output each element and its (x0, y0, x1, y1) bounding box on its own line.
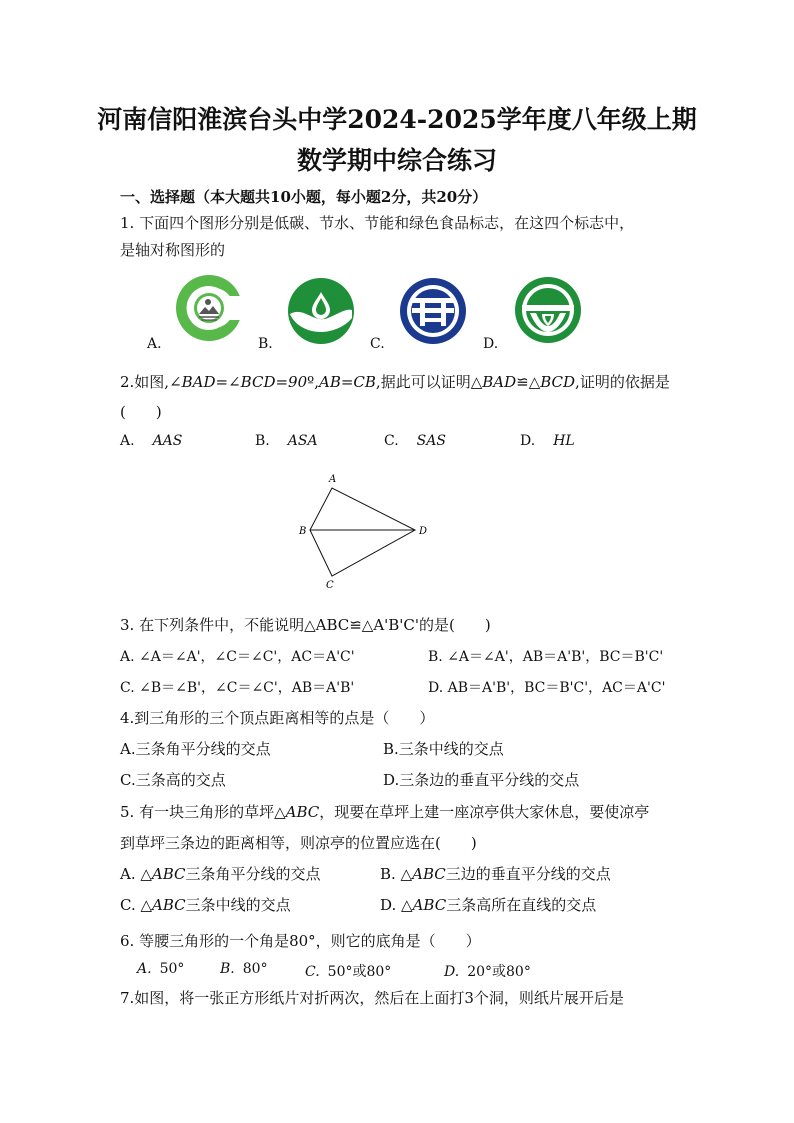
vertex-c-label: C (326, 580, 334, 591)
q2-stem-congruent: ≌△ (516, 373, 541, 391)
q2-stem-mid: ,据此可以证明△ (375, 373, 483, 391)
q1-option-d-label: D. (483, 336, 499, 352)
q3-option-d: D. AB＝A'B'，BC＝B'C'，AC＝A'C' (428, 680, 666, 696)
water-saving-logo (286, 278, 356, 344)
q1-stem-line1: 1. 下面四个图形分别是低碳、节水、节能和绿色食品标志，在这四个标志中， (120, 214, 635, 232)
q5-option-d-pre: D. △ (380, 896, 413, 914)
kite-figure (290, 468, 440, 593)
q5-option-a-abc: ABC (151, 865, 186, 883)
q5-option-b-pre: B. △ (380, 865, 413, 883)
q2-option-a-value: AAS (152, 433, 183, 449)
q2-option-b-letter: B. (255, 433, 270, 449)
vertex-b-label: B (299, 526, 307, 537)
q2-stem-post: ,证明的依据是 (575, 373, 670, 391)
q2-option-b (255, 433, 318, 449)
q2-option-d-value: HL (553, 433, 575, 449)
q6-option-c-letter: C. (305, 964, 320, 980)
q6-option-a (137, 961, 184, 977)
q6-stem: 6. 等腰三角形的一个角是80°，则它的底角是（ ） (120, 932, 481, 950)
q6-option-d (444, 961, 531, 981)
q2-stem-sides: AB=CB (318, 373, 376, 391)
q4-option-d: D.三条边的垂直平分线的交点 (383, 771, 580, 789)
q6-option-b-letter: B. (220, 961, 235, 977)
green-food-logo (514, 276, 582, 344)
q5-option-c-abc: ABC (152, 896, 186, 914)
q2-stem-degree: º (307, 373, 315, 391)
q6-option-d-letter: D. (444, 964, 460, 980)
q6-option-b-value: 80° (242, 961, 268, 977)
q3-option-c: C. ∠B＝∠B'，∠C＝∠C'，AB＝A'B' (120, 680, 355, 696)
q2-stem-comma: , (314, 373, 319, 391)
kite-outline (310, 488, 415, 576)
section-heading: 一、选择题（本大题共10小题，每小题2分，共20分） (120, 188, 488, 206)
q1-option-a-label: A. (147, 336, 162, 352)
vertex-a-label: A (329, 474, 337, 485)
q5-option-a-pre: A. △ (120, 865, 152, 883)
q2-answer-paren: ( ) (120, 403, 162, 421)
q1-option-b-label: B. (258, 336, 273, 352)
q3-option-b: B. ∠A＝∠A'，AB＝A'B'，BC＝B'C' (428, 649, 664, 665)
q4-stem: 4.到三角形的三个顶点距离相等的点是（ ） (120, 709, 435, 727)
q7-stem: 7.如图，将一张正方形纸片对折两次，然后在上面打3个洞，则纸片展开后是 (120, 989, 624, 1007)
q2-option-d-letter: D. (520, 433, 536, 449)
exam-title-line1: 河南信阳淮滨台头中学2024-2025学年度八年级上期 (97, 105, 697, 134)
q5-option-c (120, 894, 291, 915)
q6-option-a-letter: A. (137, 961, 152, 977)
q5-option-d (380, 894, 596, 915)
q6-option-a-value: 50° (159, 961, 185, 977)
q4-option-a: A.三条角平分线的交点 (120, 740, 271, 758)
q5-option-c-post: 三条中线的交点 (185, 896, 291, 914)
q3-option-a: A. ∠A＝∠A'，∠C＝∠C'，AC＝A'C' (120, 649, 355, 665)
q5-option-b-abc: ABC (412, 865, 446, 883)
q1-option-c-label: C. (370, 336, 385, 352)
q6-option-d-value: 20°或80° (467, 964, 531, 980)
q5-option-d-abc: ABC (412, 896, 447, 914)
vertex-d-label: D (419, 526, 428, 537)
q5-option-a (120, 863, 321, 884)
exam-title-line2: 数学期中综合练习 (296, 146, 497, 175)
q6-option-c-value: 50°或80° (327, 964, 392, 980)
q5-option-a-post: 三条角平分线的交点 (185, 865, 321, 883)
q5-stem-abc: ABC (285, 803, 320, 821)
q1-stem-line2: 是轴对称图形的 (120, 241, 226, 259)
q6-option-b (220, 961, 268, 977)
q2-option-a (120, 433, 182, 449)
q2-option-c-letter: C. (384, 433, 399, 449)
q2-option-a-letter: A. (120, 433, 135, 449)
low-carbon-logo (175, 274, 243, 342)
q2-stem-tri1: BAD (482, 373, 517, 391)
q5-option-b (380, 863, 611, 884)
q2-option-d (520, 433, 575, 449)
q5-stem-pre: 5. 有一块三角形的草坪△ (120, 803, 286, 821)
q2-stem-angles: ∠BAD=∠BCD=90 (169, 373, 308, 391)
q5-stem-line2: 到草坪三条边的距离相等，则凉亭的位置应选在( ) (120, 834, 477, 852)
q5-stem-line1 (120, 801, 649, 822)
q2-stem (120, 371, 670, 392)
q3-stem: 3. 在下列条件中，不能说明△ABC≌△A'B'C'的是( ) (120, 616, 491, 634)
q5-option-c-pre: C. △ (120, 896, 153, 914)
q2-stem-pre: 2.如图, (120, 373, 170, 391)
q4-option-b: B.三条中线的交点 (383, 740, 504, 758)
q5-option-d-post: 三条高所在直线的交点 (446, 896, 597, 914)
q2-option-c-value: SAS (416, 433, 446, 449)
q4-option-c: C.三条高的交点 (120, 771, 226, 789)
q5-option-b-post: 三边的垂直平分线的交点 (445, 865, 611, 883)
q5-stem-post: ，现要在草坪上建一座凉亭供大家休息，要使凉亭 (319, 803, 650, 821)
q6-option-c (305, 961, 391, 981)
q2-stem-tri2: BCD (540, 373, 576, 391)
energy-saving-logo (398, 278, 468, 344)
q2-option-b-value: ASA (287, 433, 318, 449)
q2-option-c (384, 433, 446, 449)
